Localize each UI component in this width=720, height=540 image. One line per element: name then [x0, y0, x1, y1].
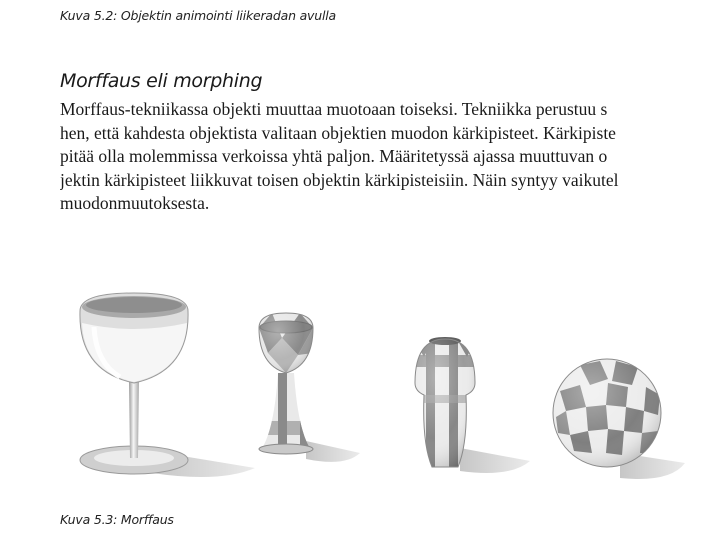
paragraph-line: hen, että kahdesta objektista valitaan objektien muodon kärkipisteet. Kärkipiste: [60, 122, 616, 143]
mushroom-shape: [410, 337, 530, 473]
paragraph-line: jektin kärkipisteet liikkuvat toisen objektin kärkipisteisiin. Näin syntyy vaikutel: [60, 169, 619, 190]
goblet-shape: [255, 311, 360, 462]
paragraph-line: pitää olla molemmissa verkoissa yhtä paljon. Määritetyssä ajassa muuttuvan o: [60, 146, 608, 166]
figure-caption-top: Kuva 5.2: Objektin animointi liikeradan avulla: [60, 8, 336, 23]
sphere-shape: [552, 358, 685, 479]
paragraph-line: Morffaus-tekniikassa objekti muuttaa muotoaan toiseksi. Tekniikka perustuu s: [60, 99, 608, 119]
section-heading: Morffaus eli morphing: [60, 70, 263, 92]
morphing-illustration: [60, 283, 685, 505]
wine-glass-shape: [80, 293, 255, 477]
figure-caption-bottom: Kuva 5.3: Morffaus: [60, 512, 174, 527]
paragraph-line: muodonmuutoksesta.: [60, 193, 210, 213]
body-paragraph: [60, 98, 720, 216]
